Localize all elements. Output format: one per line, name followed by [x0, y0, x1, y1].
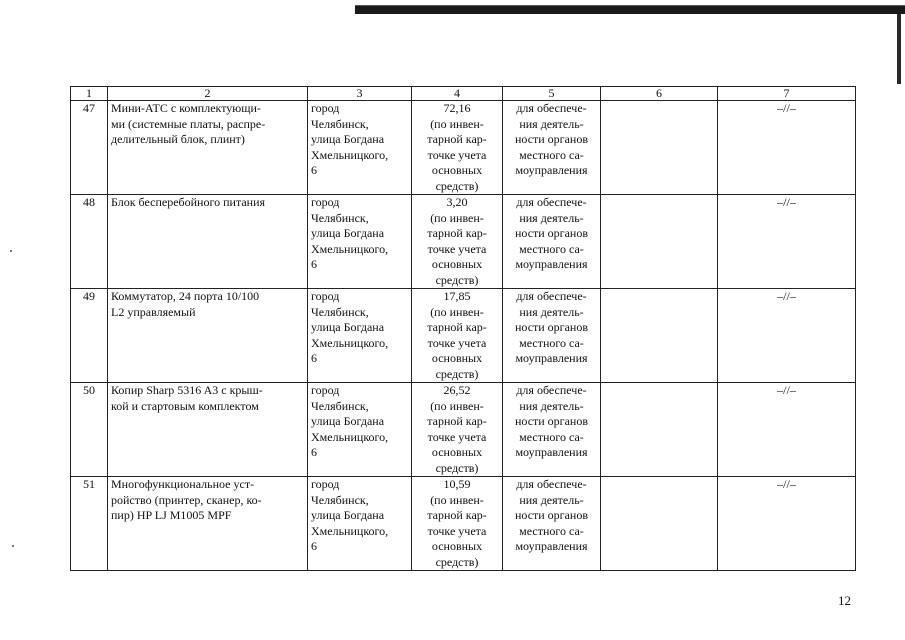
item-col6 [601, 101, 718, 195]
item-purpose [503, 383, 601, 477]
item-cost-line: тарной кар- [427, 132, 487, 146]
item-cost-line: точке учета [427, 241, 487, 256]
item-purpose-line: для обеспече- [516, 289, 587, 303]
table-row [71, 101, 856, 195]
row-number: 48 [71, 195, 108, 289]
item-purpose-line: для обеспече- [516, 477, 587, 491]
column-header: 5 [503, 87, 601, 101]
item-address-line: Хмельницкого, [311, 429, 389, 444]
item-purpose [503, 477, 601, 571]
item-address-line: улица Богдана [311, 508, 385, 522]
item-address-line: город [311, 289, 340, 303]
item-cost-line: (по инвен- [430, 492, 484, 507]
item-purpose-line: для обеспече- [516, 195, 587, 209]
item-purpose-line: моуправления [515, 351, 588, 365]
item-address-line: Хмельницкого, [311, 523, 389, 538]
item-address-line: улица Богдана [311, 226, 385, 240]
item-cost-line: основных [431, 163, 483, 177]
item-purpose [503, 101, 601, 195]
item-name-line: Мини-АТС с комплектующи- [111, 101, 261, 115]
item-purpose [503, 289, 601, 383]
column-header: 7 [718, 87, 856, 101]
item-cost [412, 195, 503, 289]
item-name [108, 101, 308, 195]
item-purpose-line: ности органов [514, 132, 589, 146]
item-address-line: улица Богдана [311, 320, 385, 334]
item-cost-line: средств) [435, 554, 479, 569]
item-cost-line: 26,52 [443, 383, 471, 397]
item-cost [412, 383, 503, 477]
item-name-line: Многофункциональное уст- [111, 477, 255, 491]
item-purpose-line: местного са- [519, 241, 584, 256]
item-address-line: Челябинск, [311, 492, 369, 507]
item-name-line: L2 управляемый [111, 304, 196, 319]
item-cost-line: средств) [435, 178, 479, 193]
row-number: 47 [71, 101, 108, 195]
row-number: 49 [71, 289, 108, 383]
row-number: 51 [71, 477, 108, 571]
item-purpose-line: ности органов [514, 414, 589, 428]
row-number: 50 [71, 383, 108, 477]
item-cost [412, 289, 503, 383]
item-purpose-line: местного са- [519, 147, 584, 162]
item-purpose-line: ния деятель- [519, 398, 584, 413]
item-cost-line: 72,16 [443, 101, 471, 115]
item-col6 [601, 195, 718, 289]
item-cost-line: средств) [435, 460, 479, 475]
item-cost-line: (по инвен- [430, 116, 484, 131]
item-purpose-line: ния деятель- [519, 304, 584, 319]
column-header: 3 [308, 87, 412, 101]
item-cost-line: основных [431, 539, 483, 553]
scan-artifact-edge [897, 14, 901, 84]
item-cost-line: 17,85 [443, 289, 471, 303]
item-purpose-line: местного са- [519, 429, 584, 444]
column-numbers-row [71, 87, 856, 101]
item-purpose-line: для обеспече- [516, 101, 587, 115]
item-name [108, 195, 308, 289]
item-address-line: Хмельницкого, [311, 241, 389, 256]
item-address-line: Челябинск, [311, 398, 369, 413]
column-header: 4 [412, 87, 503, 101]
item-purpose-line: ния деятель- [519, 492, 584, 507]
item-address-line: 6 [311, 257, 317, 271]
item-name-line: ми (системные платы, распре- [111, 116, 266, 131]
property-table [70, 86, 856, 571]
item-cost [412, 477, 503, 571]
item-address-line: улица Богдана [311, 132, 385, 146]
table-body [71, 101, 856, 571]
item-address-line: Хмельницкого, [311, 335, 389, 350]
item-col6 [601, 477, 718, 571]
item-col7: –//– [718, 477, 856, 571]
item-address-line: город [311, 101, 340, 115]
scan-artifact-dot [10, 250, 12, 252]
item-address-line: город [311, 195, 340, 209]
item-purpose-line: местного са- [519, 523, 584, 538]
item-purpose-line: ности органов [514, 508, 589, 522]
item-purpose-line: моуправления [515, 445, 588, 459]
item-cost-line: основных [431, 257, 483, 271]
scan-artifact-bar [355, 6, 905, 14]
item-address-line: город [311, 477, 340, 491]
item-address-line: Хмельницкого, [311, 147, 389, 162]
page-number: 12 [838, 593, 851, 608]
item-purpose-line: моуправления [515, 539, 588, 553]
item-address-line: Челябинск, [311, 304, 369, 319]
item-address-line: 6 [311, 351, 317, 365]
item-address-line: Челябинск, [311, 210, 369, 225]
item-name-line: делительный блок, плинт) [111, 132, 245, 146]
item-col7: –//– [718, 101, 856, 195]
item-address-line: 6 [311, 539, 317, 553]
item-address-line: улица Богдана [311, 414, 385, 428]
table-row [71, 195, 856, 289]
table-row [71, 477, 856, 571]
item-name-line: ройство (принтер, сканер, ко- [111, 492, 262, 507]
item-col6 [601, 289, 718, 383]
item-name [108, 477, 308, 571]
item-cost-line: точке учета [427, 147, 487, 162]
item-address-line: город [311, 383, 340, 397]
item-purpose-line: ности органов [514, 226, 589, 240]
item-purpose-line: ния деятель- [519, 210, 584, 225]
item-address [308, 101, 412, 195]
item-address [308, 289, 412, 383]
item-purpose-line: местного са- [519, 335, 584, 350]
item-cost-line: тарной кар- [427, 508, 487, 522]
item-name-line: кой и стартовым комплектом [111, 398, 259, 413]
item-cost-line: тарной кар- [427, 414, 487, 428]
item-cost-line: тарной кар- [427, 320, 487, 334]
item-address-line: 6 [311, 163, 317, 177]
item-name [108, 289, 308, 383]
item-address [308, 477, 412, 571]
item-cost-line: основных [431, 351, 483, 365]
item-cost-line: точке учета [427, 523, 487, 538]
column-header: 1 [71, 87, 108, 101]
column-header: 6 [601, 87, 718, 101]
item-col7: –//– [718, 195, 856, 289]
item-cost-line: тарной кар- [427, 226, 487, 240]
item-cost-line: средств) [435, 366, 479, 381]
item-name-line: пир) HP LJ M1005 MPF [111, 508, 232, 522]
item-address-line: 6 [311, 445, 317, 459]
item-name [108, 383, 308, 477]
column-header: 2 [108, 87, 308, 101]
table-row [71, 383, 856, 477]
table-row [71, 289, 856, 383]
item-cost-line: (по инвен- [430, 210, 484, 225]
scan-artifact-dot [12, 545, 14, 547]
item-cost-line: 10,59 [443, 477, 471, 491]
item-cost [412, 101, 503, 195]
item-name-line: Коммутатор, 24 порта 10/100 [111, 289, 260, 303]
item-address [308, 195, 412, 289]
item-cost-line: (по инвен- [430, 304, 484, 319]
item-name-line: Копир Sharp 5316 A3 с крыш- [111, 383, 263, 397]
item-col6 [601, 383, 718, 477]
item-purpose-line: для обеспече- [516, 383, 587, 397]
item-purpose-line: ности органов [514, 320, 589, 334]
item-cost-line: средств) [435, 272, 479, 287]
item-cost-line: основных [431, 445, 483, 459]
item-purpose [503, 195, 601, 289]
item-cost-line: точке учета [427, 335, 487, 350]
item-cost-line: (по инвен- [430, 398, 484, 413]
item-address-line: Челябинск, [311, 116, 369, 131]
item-purpose-line: моуправления [515, 257, 588, 271]
item-purpose-line: ния деятель- [519, 116, 584, 131]
item-purpose-line: моуправления [515, 163, 588, 177]
item-col7: –//– [718, 289, 856, 383]
item-name-line: Блок бесперебойного питания [111, 195, 266, 209]
item-cost-line: точке учета [427, 429, 487, 444]
item-col7: –//– [718, 383, 856, 477]
item-cost-line: 3,20 [446, 195, 468, 209]
item-address [308, 383, 412, 477]
